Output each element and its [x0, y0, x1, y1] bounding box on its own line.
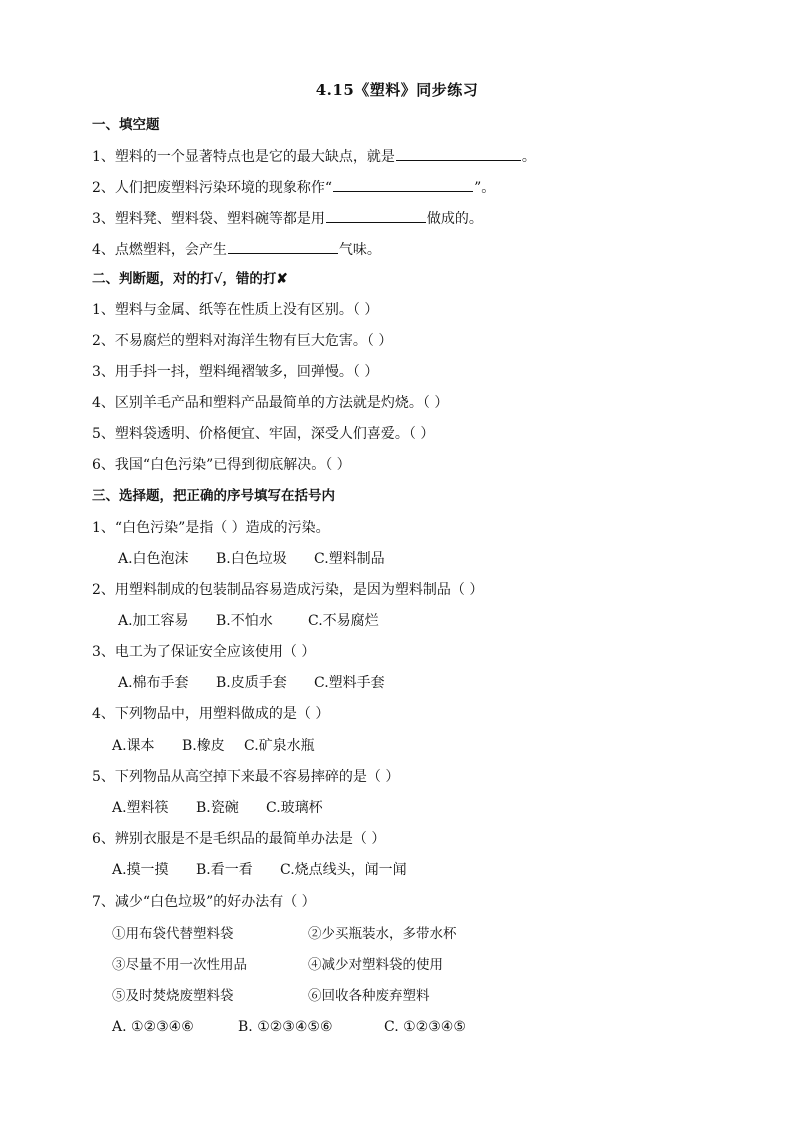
choice-q2-option-b: B.不怕水	[216, 613, 273, 629]
fill-q4-blank	[228, 238, 338, 254]
judge-question-3: 3、用手抖一抖，塑料绳褶皱多，回弹慢。（ ）	[92, 364, 379, 380]
fill-q1-text: 1、塑料的一个显著特点也是它的最大缺点，就是	[92, 149, 395, 165]
choice-q3-option-a: A.棉布手套	[118, 675, 189, 691]
choice-q6-option-b: B.看一看	[196, 862, 253, 878]
choice-q6-option-a: A.摸一摸	[112, 862, 169, 878]
fill-question-4	[92, 238, 381, 260]
choice-q3-option-c: C.塑料手套	[314, 675, 385, 691]
fill-question-3	[92, 207, 483, 229]
fill-q3-text: 3、塑料凳、塑料袋、塑料碗等都是用	[92, 211, 325, 227]
choice-q1-option-c: C.塑料制品	[314, 551, 385, 567]
choice-question-3: 3、电工为了保证安全应该使用（ ）	[92, 644, 316, 660]
choice-q4-options	[112, 736, 315, 756]
fill-q3-blank	[326, 207, 426, 223]
choice-q2-options	[118, 611, 379, 631]
fill-q3-end: 做成的。	[426, 211, 483, 227]
section-judge-heading: 二、判断题，对的打√，错的打✘	[92, 271, 288, 287]
choice-q7-item-2: ②少买瓶装水，多带水杯	[308, 926, 457, 942]
choice-q2-option-c: C.不易腐烂	[308, 613, 379, 629]
choice-q5-option-a: A.塑料筷	[112, 800, 169, 816]
choice-question-1: 1、“白色污染”是指（ ）造成的污染。	[92, 520, 330, 536]
judge-question-6: 6、我国“白色污染”已得到彻底解决。（ ）	[92, 457, 351, 473]
judge-question-4: 4、区别羊毛产品和塑料产品最简单的方法就是灼烧。（ ）	[92, 395, 449, 411]
choice-question-2: 2、用塑料制成的包装制品容易造成污染，是因为塑料制品（ ）	[92, 582, 484, 598]
choice-q7-options	[112, 1017, 466, 1037]
choice-question-7: 7、减少“白色垃圾”的好办法有（ ）	[92, 894, 316, 910]
fill-q4-end: 气味。	[338, 242, 381, 258]
choice-q5-options	[112, 798, 323, 818]
fill-q2-end: ”。	[474, 180, 496, 196]
fill-q2-text: 2、人们把废塑料污染环境的现象称作“	[92, 180, 333, 196]
fill-q1-end: 。	[521, 149, 536, 165]
choice-q1-option-a: A.白色泡沫	[118, 551, 189, 567]
choice-q3-options	[118, 673, 385, 693]
choice-question-4: 4、下列物品中，用塑料做成的是（ ）	[92, 706, 330, 722]
fill-q2-blank	[333, 176, 473, 192]
judge-question-2: 2、不易腐烂的塑料对海洋生物有巨大危害。（ ）	[92, 333, 393, 349]
choice-q7-item-3: ③尽量不用一次性用品	[112, 957, 247, 973]
page-title: 4.15《塑料》同步练习	[315, 81, 479, 99]
choice-q7-item-6: ⑥回收各种废弃塑料	[308, 988, 430, 1004]
choice-q7-option-b: B. ①②③④⑤⑥	[238, 1019, 333, 1035]
judge-question-1: 1、塑料与金属、纸等在性质上没有区别。（ ）	[92, 302, 379, 318]
choice-q1-options	[118, 549, 385, 569]
section-fill-heading: 一、填空题	[92, 117, 160, 133]
choice-q7-item-4: ④减少对塑料袋的使用	[308, 957, 443, 973]
choice-q5-option-b: B.瓷碗	[196, 800, 239, 816]
choice-q4-option-c: C.矿泉水瓶	[244, 738, 315, 754]
choice-q7-item-1: ①用布袋代替塑料袋	[112, 926, 234, 942]
choice-q6-options	[112, 860, 407, 880]
choice-q6-option-c: C.烧点线头，闻一闻	[280, 862, 407, 878]
choice-q3-option-b: B.皮质手套	[216, 675, 287, 691]
fill-question-1	[92, 145, 536, 167]
judge-question-5: 5、塑料袋透明、价格便宜、牢固，深受人们喜爱。（ ）	[92, 426, 435, 442]
fill-question-2	[92, 176, 495, 198]
choice-q7-item-5: ⑤及时焚烧废塑料袋	[112, 988, 234, 1004]
section-choice-heading: 三、选择题，把正确的序号填写在括号内	[92, 488, 335, 504]
choice-q4-option-b: B.橡皮	[182, 738, 225, 754]
fill-q1-blank	[396, 145, 521, 161]
choice-question-5: 5、下列物品从高空掉下来最不容易摔碎的是（ ）	[92, 769, 400, 785]
choice-q2-option-a: A.加工容易	[118, 613, 189, 629]
choice-q1-option-b: B.白色垃圾	[216, 551, 287, 567]
fill-q4-text: 4、点燃塑料，会产生	[92, 242, 227, 258]
choice-q7-option-a: A. ①②③④⑥	[112, 1019, 194, 1035]
choice-q7-option-c: C. ①②③④⑤	[384, 1019, 466, 1035]
choice-q5-option-c: C.玻璃杯	[266, 800, 323, 816]
choice-question-6: 6、辨别衣服是不是毛织品的最简单办法是（ ）	[92, 831, 386, 847]
choice-q4-option-a: A.课本	[112, 738, 155, 754]
